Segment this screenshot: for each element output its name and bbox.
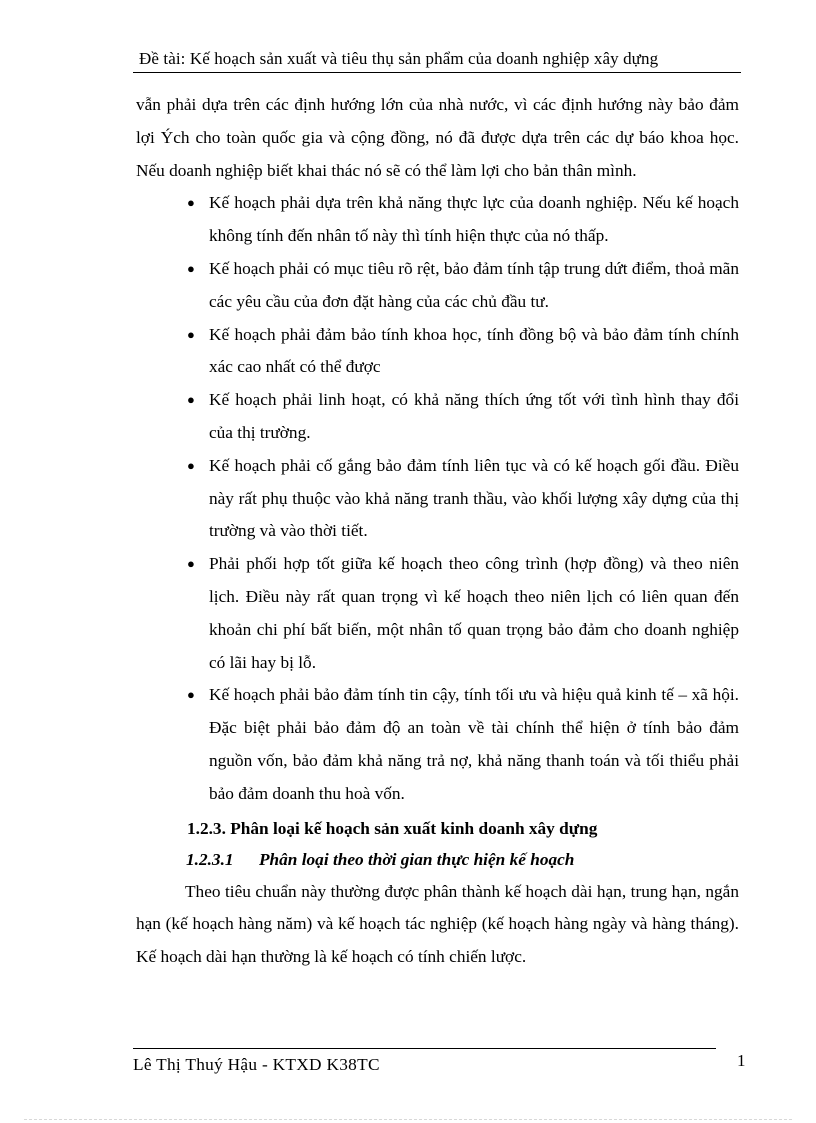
footer-author: Lê Thị Thuý Hậu - KTXD K38TC <box>133 1055 380 1074</box>
list-item <box>187 450 739 548</box>
bullet-icon: ● <box>187 457 195 473</box>
subsection-heading <box>186 844 739 876</box>
list-item <box>187 548 739 679</box>
requirements-list <box>136 187 739 810</box>
header-title: Đề tài: Kế hoạch sản xuất và tiêu thụ sản phẩm của doanh nghiệp xây dựng <box>139 49 659 68</box>
page-break-divider <box>24 1119 792 1120</box>
page-number: 1 <box>737 1051 746 1070</box>
list-item <box>187 319 739 385</box>
closing-paragraph: Theo tiêu chuẩn này thường được phân thành kế hoạch dài hạn, trung hạn, ngắn hạn (kế hoạch hàng năm) và kế hoạch tác nghiệp (kế hoạch hàng ngày và hàng tháng). Kế hoạch dài hạn thường là kế hoạch có tính chiến lược. <box>136 881 739 967</box>
intro-paragraph: vẫn phải dựa trên các định hướng lớn của nhà nước, vì các định hướng này bảo đảm lợi Ých cho toàn quốc gia và cộng đồng, nó đã được dựa trên các dự báo khoa học. Nếu doanh nghiệp biết khai thác nó sẽ có thể làm lợi cho bản thân mình. <box>136 95 739 180</box>
list-item <box>187 384 739 450</box>
list-item <box>187 187 739 253</box>
list-item-text: Kế hoạch phải cố gắng bảo đảm tính liên tục và có kế hoạch gối đầu. Điều này rất phụ thuộc vào khả năng tranh thầu, vào khối lượng xây dựng của thị trường và vào thời tiết. <box>209 455 739 541</box>
subsection-title: Phân loại theo thời gian thực hiện kế hoạch <box>259 849 575 869</box>
page-header <box>133 48 741 73</box>
page-content <box>136 89 739 974</box>
subsection-number: 1.2.3.1 <box>186 849 234 869</box>
list-item-text: Kế hoạch phải bảo đảm tính tin cậy, tính tối ưu và hiệu quả kinh tế – xã hội. Đặc biệt phải bảo đảm độ an toàn về tài chính thể hiện ở tính bảo đảm nguồn vốn, bảo đảm khả năng trả nợ, khả năng thanh toán và tối thiểu phải bảo đảm doanh thu hoà vốn. <box>209 685 739 803</box>
list-item <box>187 679 739 810</box>
bullet-icon: ● <box>187 556 195 572</box>
list-item-text: Kế hoạch phải dựa trên khả năng thực lực của doanh nghiệp. Nếu kế hoạch không tính đến nhân tố này thì tính hiện thực của nó thấp. <box>209 193 739 246</box>
bullet-icon: ● <box>187 392 195 408</box>
list-item <box>187 253 739 319</box>
footer-divider <box>133 1048 716 1049</box>
bullet-icon: ● <box>187 326 195 342</box>
bullet-icon: ● <box>187 195 195 211</box>
section-heading: 1.2.3. Phân loại kế hoạch sản xuất kinh doanh xây dựng <box>187 818 598 838</box>
list-item-text: Kế hoạch phải đảm bảo tính khoa học, tính đồng bộ và bảo đảm tính chính xác cao nhất có thể được <box>209 324 739 377</box>
bullet-icon: ● <box>187 687 195 703</box>
list-item-text: Kế hoạch phải linh hoạt, có khả năng thích ứng tốt với tình hình thay đổi của thị trường. <box>209 390 739 442</box>
list-item-text: Phải phối hợp tốt giữa kế hoạch theo công trình (hợp đồng) và theo niên lịch. Điều này rất quan trọng vì kế hoạch theo niên lịch có liên quan đến khoản chi phí bất biến, một nhân tố quan trọng bảo đảm cho doanh nghiệp có lãi hay bị lỗ. <box>209 554 739 672</box>
bullet-icon: ● <box>187 260 195 276</box>
list-item-text: Kế hoạch phải có mục tiêu rõ rệt, bảo đảm tính tập trung dứt điểm, thoả mãn các yêu cầu của đơn đặt hàng của các chủ đầu tư. <box>209 258 739 311</box>
